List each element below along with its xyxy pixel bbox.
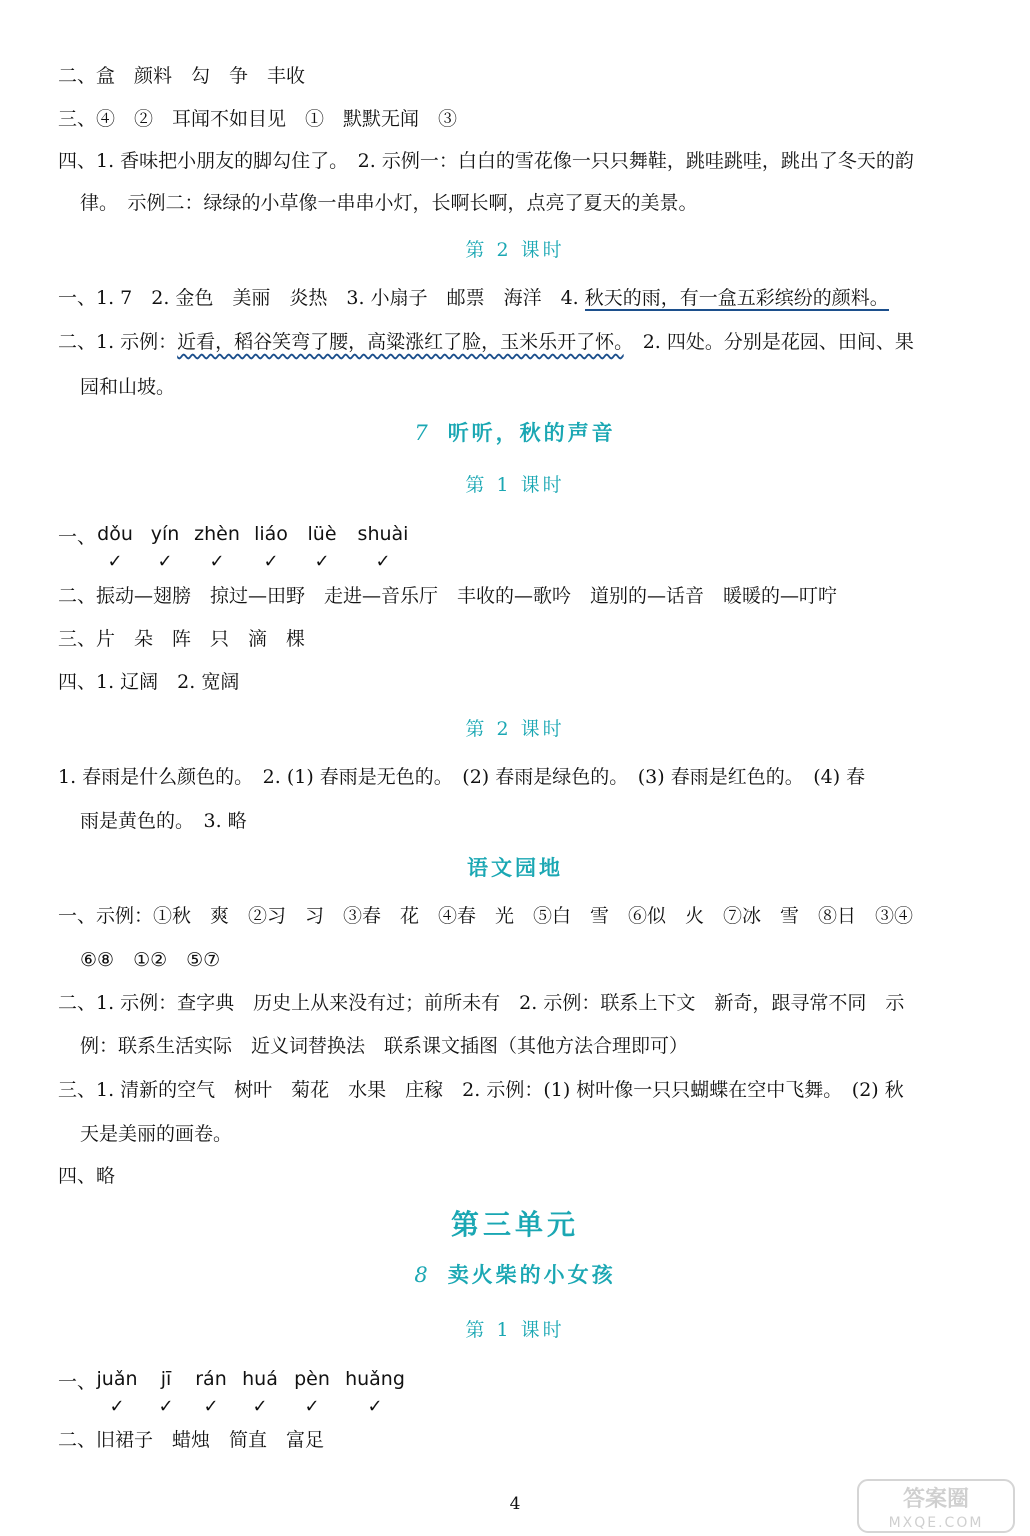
check-mark-icon: ✓ bbox=[157, 551, 173, 572]
lesson-number: 8 bbox=[414, 1263, 428, 1287]
pinyin-answer: lüè bbox=[307, 523, 337, 545]
wavy-underlined-answer: 近看，稻谷笑弯了腰，高粱涨红了脸，玉米乐开了怀。 bbox=[177, 331, 624, 353]
answer-line: 1. 春雨是什么颜色的。 2. (1) 春雨是无色的。 (2) 春雨是绿色的。 (3) 春雨是红色的。 (4) 春 bbox=[58, 766, 866, 788]
answer-prefix: 一、 bbox=[58, 1371, 97, 1393]
answer-text: 一、1. 7 2. 金色 美丽 炎热 3. 小扇子 邮票 海洋 4. bbox=[58, 287, 585, 309]
pinyin-answer: pèn bbox=[294, 1368, 330, 1390]
check-mark-icon: ✓ bbox=[263, 551, 279, 572]
answer-line: 律。 示例二：绿绿的小草像一串串小灯，长啊长啊，点亮了夏天的美景。 bbox=[80, 192, 698, 214]
section-heading: 第 2 课时 bbox=[465, 718, 565, 740]
section-heading: 第 1 课时 bbox=[465, 474, 565, 496]
check-mark-icon: ✓ bbox=[375, 551, 391, 572]
section-heading: 第 2 课时 bbox=[465, 239, 565, 261]
pinyin-answer: huǎng bbox=[345, 1368, 405, 1390]
answer-line: 四、1. 香味把小朋友的脚勾住了。 2. 示例一：白白的雪花像一只只舞鞋，跳哇跳哇，跳出了冬天的韵 bbox=[58, 150, 914, 172]
check-mark-icon: ✓ bbox=[109, 1396, 125, 1417]
page-number: 4 bbox=[509, 1494, 521, 1514]
pinyin-answer-row bbox=[0, 1367, 1030, 1427]
svg-text:MXQE.COM: MXQE.COM bbox=[888, 1515, 984, 1531]
underlined-answer: 秋天的雨，有一盒五彩缤纷的颜料。 bbox=[584, 287, 889, 309]
answer-line: 二、盒 颜料 勾 争 丰收 bbox=[58, 65, 306, 87]
pinyin-answer: juǎn bbox=[96, 1368, 138, 1390]
answer-line: 三、1. 清新的空气 树叶 菊花 水果 庄稼 2. 示例：(1) 树叶像一只只蝴蝶在空中飞舞。 (2) 秋 bbox=[58, 1079, 904, 1101]
answer-line: 二、振动—翅膀 掠过—田野 走进—音乐厅 丰收的—歌吟 道别的—话音 暖暖的—叮咛 bbox=[58, 585, 838, 607]
pinyin-answer: zhèn bbox=[194, 523, 240, 545]
check-mark-icon: ✓ bbox=[203, 1396, 219, 1417]
check-mark-icon: ✓ bbox=[304, 1396, 320, 1417]
lesson-title bbox=[0, 420, 1030, 446]
answer-text: 2. 四处。分别是花园、田间、果 bbox=[623, 331, 914, 353]
answer-line bbox=[58, 285, 889, 311]
check-mark-icon: ✓ bbox=[367, 1396, 383, 1417]
section-heading: 语文园地 bbox=[467, 855, 563, 880]
pinyin-answer: yín bbox=[150, 523, 180, 545]
answer-line: 三、④ ② 耳闻不如目见 ① 默默无闻 ③ bbox=[58, 108, 458, 130]
answer-line: 一、示例：①秋 爽 ②习 习 ③春 花 ④春 光 ⑤白 雪 ⑥似 火 ⑦冰 雪 ⑧日 ③④ bbox=[58, 905, 914, 927]
lesson-number: 7 bbox=[414, 421, 428, 445]
pinyin-answer: rán bbox=[195, 1368, 227, 1390]
pinyin-answer-row bbox=[0, 522, 1030, 582]
unit-title: 第三单元 bbox=[450, 1208, 579, 1241]
answer-line: ⑥⑧ ①② ⑤⑦ bbox=[80, 949, 221, 971]
check-mark-icon: ✓ bbox=[209, 551, 225, 572]
pinyin-answer: huá bbox=[242, 1368, 278, 1390]
answer-line: 二、旧裙子 蜡烛 简直 富足 bbox=[58, 1429, 325, 1451]
lesson-name: 听听，秋的声音 bbox=[447, 420, 616, 445]
pinyin-answer: jī bbox=[160, 1368, 172, 1390]
answer-line: 例：联系生活实际 近义词替换法 联系课文插图（其他方法合理即可） bbox=[80, 1035, 689, 1057]
check-mark-icon: ✓ bbox=[314, 551, 330, 572]
watermark-logo bbox=[856, 1478, 1016, 1534]
pinyin-answer: dǒu bbox=[97, 523, 133, 545]
lesson-title bbox=[0, 1262, 1030, 1288]
answer-line bbox=[58, 329, 914, 355]
check-mark-icon: ✓ bbox=[252, 1396, 268, 1417]
svg-text:答案圈: 答案圈 bbox=[902, 1487, 970, 1512]
pinyin-answer: shuài bbox=[357, 523, 409, 545]
answer-line: 二、1. 示例：查字典 历史上从来没有过；前所未有 2. 示例：联系上下文 新奇，跟寻常不同 示 bbox=[58, 992, 905, 1014]
pinyin-answer: liáo bbox=[254, 523, 288, 545]
answer-prefix: 一、 bbox=[58, 526, 97, 548]
answer-line: 四、略 bbox=[58, 1165, 116, 1187]
answer-line: 园和山坡。 bbox=[80, 376, 176, 398]
lesson-name: 卖火柴的小女孩 bbox=[447, 1262, 616, 1287]
check-mark-icon: ✓ bbox=[107, 551, 123, 572]
answer-line: 雨是黄色的。 3. 略 bbox=[80, 810, 247, 832]
check-mark-icon: ✓ bbox=[158, 1396, 174, 1417]
answer-line: 天是美丽的画卷。 bbox=[80, 1123, 233, 1145]
section-heading: 第 1 课时 bbox=[465, 1319, 565, 1341]
answer-line: 三、片 朵 阵 只 滴 棵 bbox=[58, 628, 306, 650]
answer-line: 四、1. 辽阔 2. 宽阔 bbox=[58, 671, 240, 693]
answer-text: 二、1. 示例： bbox=[58, 331, 178, 353]
